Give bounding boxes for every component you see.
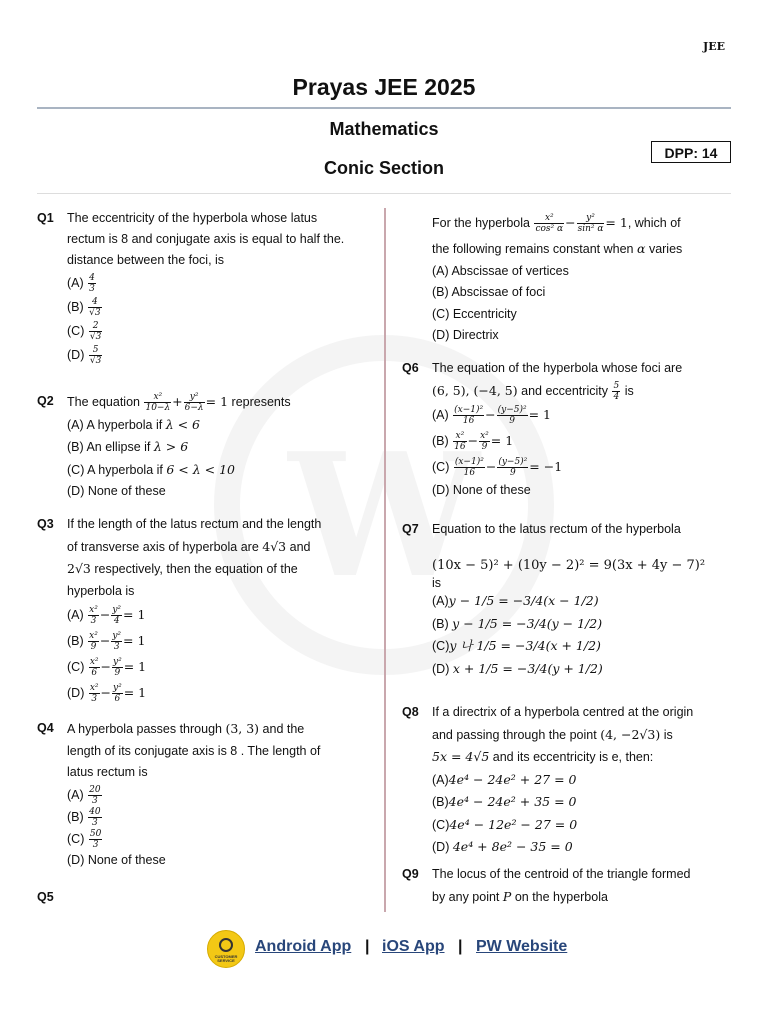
option-c: (C) $\frac{50}{3}$ [67,829,102,851]
question-7: Q7 Equation to the latus rectum of the hyperbola (10x − 5)² + (10y − 2)² = 9(3x + 4y − 7)² is (A)y − 1/5 = −3/4(x − 1/2) (B) y − 1/5 = −3/4(y − 1/2) (C)y 나 1/5 = −3/4(x + 1/2) (D) x + 1/5 = −3/4(y + 1/2) [402,519,732,680]
question-number: Q2 [37,394,54,408]
option-a: (A)4e⁴ − 24e² + 27 = 0 [432,771,577,787]
option-c: (C)y 나 1/5 = −3/4(x + 1/2) [432,638,601,653]
question-8: Q8 If a directrix of a hyperbola centred at the origin and passing through the point (4, −2√3) is 5x = 4√5 and its eccentricity is e, then: (A)4e⁴ − 24e² + 27 = 0 (B)4e⁴ − 24e² + 35 = 0 (C)4e⁴ − 12e² − 27 = 0 (D) 4e⁴ + 8e² − 35 = 0 [402,702,732,859]
option-c: (C) $\frac{\text{x²}}{6}$ − $\frac{\text{y²}}{9}$ = 1 [67,657,147,679]
ios-app-link[interactable]: iOS App [382,938,445,955]
equation: (10x − 5)² + (10y − 2)² = 9(3x + 4y − 7)² [432,557,706,573]
option-a: (A) $\frac{\text{(x−1)²}}{16}$ − $\frac{\text{(y−5)²}}{9}$ = 1 [432,405,552,427]
column-divider [384,208,386,912]
question-3: Q3 If the length of the latus rectum and the length of transverse axis of hyperbola are 4√3 and 2√3 respectively, then the equation of the hyperbola is (A) $\frac{\text{x²}}{3}$ − $\frac{\text{y²}}{4}$ = 1 (B) $\frac{\text{x²}}{9}$ − $\frac{\text{y²}}{3}$ = 1 (C) $\frac{\text{x²}}{6}$ − $\frac{\text{y²}}{9}$ = 1 (D) $\frac{\text{x²}}{3}$ − $\frac{\text{y²}}{6}$ = 1 [37,514,357,706]
option-d: (D) Directrix [432,328,499,342]
exam-tag: JEE [703,40,725,53]
question-9: Q9 The locus of the centroid of the triangle formed by any point P on the hyperbola [402,864,732,908]
question-number: Q1 [37,211,54,225]
subject-heading: Mathematics [329,119,439,139]
question-number: Q6 [402,361,419,375]
header-divider [37,193,731,194]
question-text: The eccentricity of the hyperbola whose latus rectum is 8 and conjugate axis is equal to half the. distance between the foci, is [67,211,345,267]
option-d: (D) None of these [67,853,166,868]
pw-website-link[interactable]: PW Website [476,938,568,955]
footer-separator: | [458,938,463,955]
option-d: (D) 4e⁴ + 8e² − 35 = 0 [432,839,573,854]
option-a: (A) $\frac{20}{3}$ [67,784,101,806]
option-c: (C) $\frac{\text{(x−1)²}}{16}$ − $\frac{\text{(y−5)²}}{9}$ = −1 [432,457,563,479]
question-5-body: For the hyperbola $\frac{\text{x²}}{\text{cos² α}}$ − $\frac{\text{y²}}{\text{sin² α}}$ = 1, which of the following remains constant when α varies (A) Abscissae of vertices (B) Abscissae of foci (C) Eccentricity (D) Directrix [402,208,732,347]
page-title: Prayas JEE 2025 [292,74,476,100]
option-d: (D) x + 1/5 = −3/4(y + 1/2) [432,660,603,676]
customer-service-icon[interactable]: CUSTOMER SERVICE [207,930,245,968]
option-d: (D) $\frac{5}{√3}$ [67,345,102,367]
option-a: (A) $\frac{4}{3}$ [67,273,95,295]
question-6: Q6 The equation of the hyperbola whose foci are (6, 5), (−4, 5) and eccentricity $\frac{5}{4}$ is (A) $\frac{\text{(x−1)²}}{16}$ − $\frac{\text{(y−5)²}}{9}$ = 1 (B) $\frac{\text{x²}}{16}$ − $\frac{\text{x²}}{9}$ = 1 (C) $\frac{\text{(x−1)²}}{16}$ − $\frac{\text{(y−5)²}}{9}$ = −1 (D) None of these [402,358,732,502]
option-b: (B) y − 1/5 = −3/4(y − 1/2) [432,615,603,631]
option-d: (D) None of these [67,484,166,498]
option-c: (C) Eccentricity [432,306,517,321]
dpp-badge: DPP: 14 [651,141,731,163]
question-number: Q8 [402,705,419,719]
option-c: (C) $\frac{2}{√3}$ [67,321,102,343]
option-d: (D) None of these [432,483,531,497]
question-4: Q4 A hyperbola passes through (3, 3) and the length of its conjugate axis is 8 . The length of latus rectum is (A) $\frac{20}{3}$ (B) $\frac{40}{3}$ (C) $\frac{50}{3}$ (D) None of these [37,718,357,872]
option-b: (B) Abscissae of foci [432,285,546,299]
option-b: (B)4e⁴ − 24e² + 35 = 0 [432,794,577,809]
chapter-heading: Conic Section [323,158,444,178]
option-b: (B) $\frac{4}{√3}$ [67,297,101,319]
question-text: The equation $\frac{\text{x²}}{10-\lambda}$ + $\frac{\text{y²}}{6-\lambda}$ = 1 represents [67,392,291,414]
option-b: (B) $\frac{\text{x²}}{16}$ − $\frac{\text{x²}}{9}$ = 1 [432,431,514,453]
option-c: (C)4e⁴ − 12e² − 27 = 0 [432,816,578,832]
option-b: (B) $\frac{\text{x²}}{9}$ − $\frac{\text{y²}}{3}$ = 1 [67,631,146,653]
option-a: (A) $\frac{\text{x²}}{3}$ − $\frac{\text{y²}}{4}$ = 1 [67,605,146,627]
option-d: (D) $\frac{\text{x²}}{3}$ − $\frac{\text{y²}}{6}$ = 1 [67,683,147,705]
question-number: Q4 [37,721,54,735]
option-c: (C) A hyperbola if 6 < λ < 10 [67,461,235,477]
option-a: (A) A hyperbola if λ < 6 [67,416,200,432]
question-number: Q9 [402,867,419,881]
question-number: Q3 [37,517,54,531]
title-divider [37,107,731,109]
option-b: (B) An ellipse if λ > 6 [67,439,189,454]
option-b: (B) $\frac{40}{3}$ [67,806,101,828]
question-2 [37,391,357,503]
footer-separator: | [365,938,370,955]
option-a: (A) Abscissae of vertices [432,263,569,278]
question-1 [37,208,357,367]
option-a: (A)y − 1/5 = −3/4(x − 1/2) [432,593,599,608]
android-app-link[interactable]: Android App [255,938,352,955]
question-number: Q7 [402,522,419,536]
